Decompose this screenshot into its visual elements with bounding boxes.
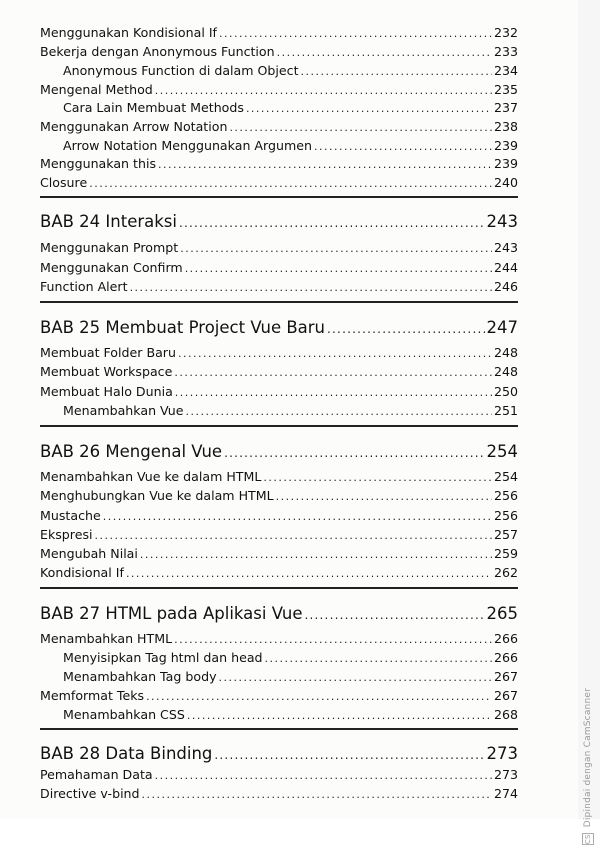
toc-entry-page: 273 — [493, 767, 518, 782]
toc-entry-page: 248 — [493, 364, 518, 379]
toc-entry-title: Arrow Notation Menggunakan Argumen — [63, 138, 312, 153]
scanner-watermark — [582, 688, 594, 845]
dot-leader — [155, 83, 492, 98]
toc-entry-title: Menggunakan Confirm — [40, 260, 183, 275]
dot-leader — [219, 670, 492, 685]
camscanner-logo-icon: CS — [584, 834, 592, 845]
toc-entry — [40, 240, 518, 256]
toc-entry-page: 240 — [493, 175, 518, 190]
dot-leader — [314, 139, 492, 154]
toc-entry-page: 267 — [493, 688, 518, 703]
dot-leader — [187, 708, 492, 723]
chapter-heading — [40, 442, 518, 463]
dot-leader — [89, 176, 492, 191]
toc-entry-title: Mustache — [40, 508, 101, 523]
toc-entry-title: Directive v-bind — [40, 786, 140, 801]
toc-entry-page: 251 — [493, 403, 518, 418]
toc-entry-title: Menggunakan Arrow Notation — [40, 119, 228, 134]
dot-leader — [277, 45, 492, 60]
chapter-page: 243 — [486, 212, 518, 231]
dot-leader — [263, 470, 492, 485]
toc-entry-title: Pemahaman Data — [40, 767, 153, 782]
dot-leader — [95, 528, 492, 543]
dot-leader — [219, 26, 492, 41]
dot-leader — [175, 385, 492, 400]
dot-leader — [140, 547, 492, 562]
dot-leader — [126, 566, 492, 581]
toc-entry-page: 248 — [493, 345, 518, 360]
dot-leader — [158, 157, 492, 172]
toc-entry — [40, 156, 518, 172]
toc-entry — [40, 384, 518, 400]
toc-entry-page: 266 — [493, 650, 518, 665]
toc-entry — [40, 508, 518, 524]
toc-subentry — [63, 669, 518, 685]
toc-entry-page: 274 — [493, 786, 518, 801]
dot-leader — [185, 261, 492, 276]
dot-leader — [180, 241, 492, 256]
toc-entry-title: Menggunakan this — [40, 156, 157, 171]
toc-entry-page: 257 — [493, 527, 518, 542]
dot-leader — [130, 280, 492, 295]
toc-entry-page: 243 — [493, 240, 518, 255]
dot-leader — [246, 101, 492, 116]
toc-entry-title: Memformat Teks — [40, 688, 145, 703]
toc-entry-title: Membuat Workspace — [40, 364, 173, 379]
dot-leader — [174, 632, 492, 647]
toc-entry — [40, 488, 518, 504]
toc-entry-page: 239 — [493, 138, 518, 153]
section-divider — [40, 425, 518, 427]
toc-entry-page: 246 — [493, 279, 518, 294]
chapter-title: BAB 27 HTML pada Aplikasi Vue — [40, 604, 303, 623]
chapter-page: 265 — [486, 604, 518, 623]
chapter-page: 254 — [486, 442, 518, 461]
toc-entry — [40, 279, 518, 295]
toc-subentry — [63, 138, 518, 154]
toc-entry-title: Ekspresi — [40, 527, 93, 542]
dot-leader — [178, 346, 492, 361]
dot-leader — [179, 213, 485, 233]
dot-leader — [265, 651, 492, 666]
dot-leader — [224, 443, 484, 463]
toc-entry-title: Function Alert — [40, 279, 128, 294]
toc-entry-page: 259 — [493, 546, 518, 561]
toc-entry — [40, 786, 518, 802]
toc-entry-title: Menyisipkan Tag html dan head — [63, 650, 263, 665]
toc-entry — [40, 767, 518, 783]
dot-leader — [229, 120, 492, 135]
dot-leader — [276, 489, 492, 504]
toc-entry-page: 238 — [493, 119, 518, 134]
dot-leader — [301, 64, 492, 79]
toc-entry — [40, 119, 518, 135]
chapter-heading — [40, 318, 518, 339]
toc-entry-title: Mengubah Nilai — [40, 546, 138, 561]
section-divider — [40, 728, 518, 730]
toc-entry-title: Menambahkan Vue ke dalam HTML — [40, 469, 262, 484]
toc-entry-title: Menggunakan Kondisional If — [40, 25, 217, 40]
toc-entry — [40, 364, 518, 380]
chapter-title: BAB 28 Data Binding — [40, 744, 213, 763]
toc-entry-page: 254 — [493, 469, 518, 484]
toc-entry-title: Menambahkan Tag body — [63, 669, 217, 684]
toc-entry — [40, 260, 518, 276]
dot-leader — [103, 509, 492, 524]
toc-entry-title: Membuat Folder Baru — [40, 345, 176, 360]
toc-entry-title: Menambahkan CSS — [63, 707, 185, 722]
toc-entry-title: Kondisional If — [40, 565, 124, 580]
toc-entry — [40, 527, 518, 543]
toc-entry-page: 256 — [493, 508, 518, 523]
dot-leader — [142, 787, 492, 802]
dot-leader — [327, 319, 484, 339]
toc-entry — [40, 345, 518, 361]
toc-entry-title: Membuat Halo Dunia — [40, 384, 173, 399]
toc-entry-page: 233 — [493, 44, 518, 59]
toc-entry-page: 266 — [493, 631, 518, 646]
chapter-heading — [40, 212, 518, 233]
toc-entry-page: 235 — [493, 82, 518, 97]
dot-leader — [214, 745, 484, 765]
toc-entry — [40, 469, 518, 485]
dot-leader — [155, 768, 492, 783]
toc-subentry — [63, 650, 518, 666]
toc-entry — [40, 82, 518, 98]
chapter-title: BAB 24 Interaksi — [40, 212, 177, 231]
toc-entry-page: 262 — [493, 565, 518, 580]
chapter-heading — [40, 604, 518, 625]
toc-entry-page: 268 — [493, 707, 518, 722]
toc-entry-title: Menggunakan Prompt — [40, 240, 179, 255]
scanner-watermark-text: Dipindai dengan CamScanner — [583, 688, 593, 828]
toc-entry-page: 232 — [493, 25, 518, 40]
toc-entry-page: 256 — [493, 488, 518, 503]
toc-entry — [40, 565, 518, 581]
toc-entry-title: Closure — [40, 175, 88, 190]
toc-entry-title: Menambahkan HTML — [40, 631, 173, 646]
chapter-title: BAB 26 Mengenal Vue — [40, 442, 223, 461]
toc-entry — [40, 546, 518, 562]
toc-entry-page: 239 — [493, 156, 518, 171]
toc-entry — [40, 631, 518, 647]
toc-subentry — [63, 403, 518, 419]
chapter-page: 273 — [486, 744, 518, 763]
dot-leader — [186, 404, 492, 419]
toc-entry — [40, 175, 518, 191]
toc-subentry — [63, 63, 518, 79]
toc-entry-title: Mengenal Method — [40, 82, 153, 97]
toc-entry-title: Bekerja dengan Anonymous Function — [40, 44, 275, 59]
toc-subentry — [63, 707, 518, 723]
section-divider — [40, 587, 518, 589]
toc-entry-page: 237 — [493, 100, 518, 115]
toc-entry — [40, 44, 518, 60]
toc-entry-title: Menambahkan Vue — [63, 403, 184, 418]
toc-entry-title: Menghubungkan Vue ke dalam HTML — [40, 488, 274, 503]
section-divider — [40, 196, 518, 198]
toc-entry — [40, 688, 518, 704]
toc-entry-page: 267 — [493, 669, 518, 684]
dot-leader — [305, 605, 485, 625]
toc-entry-title: Anonymous Function di dalam Object — [63, 63, 299, 78]
toc-subentry — [63, 100, 518, 116]
toc-entry-page: 244 — [493, 260, 518, 275]
chapter-page: 247 — [486, 318, 518, 337]
section-divider — [40, 301, 518, 303]
toc-entry-page: 234 — [493, 63, 518, 78]
chapter-title: BAB 25 Membuat Project Vue Baru — [40, 318, 326, 337]
toc-entry-title: Cara Lain Membuat Methods — [63, 100, 244, 115]
dot-leader — [146, 689, 492, 704]
chapter-heading — [40, 744, 518, 765]
dot-leader — [174, 365, 492, 380]
toc-entry-page: 250 — [493, 384, 518, 399]
toc-entry — [40, 25, 518, 41]
